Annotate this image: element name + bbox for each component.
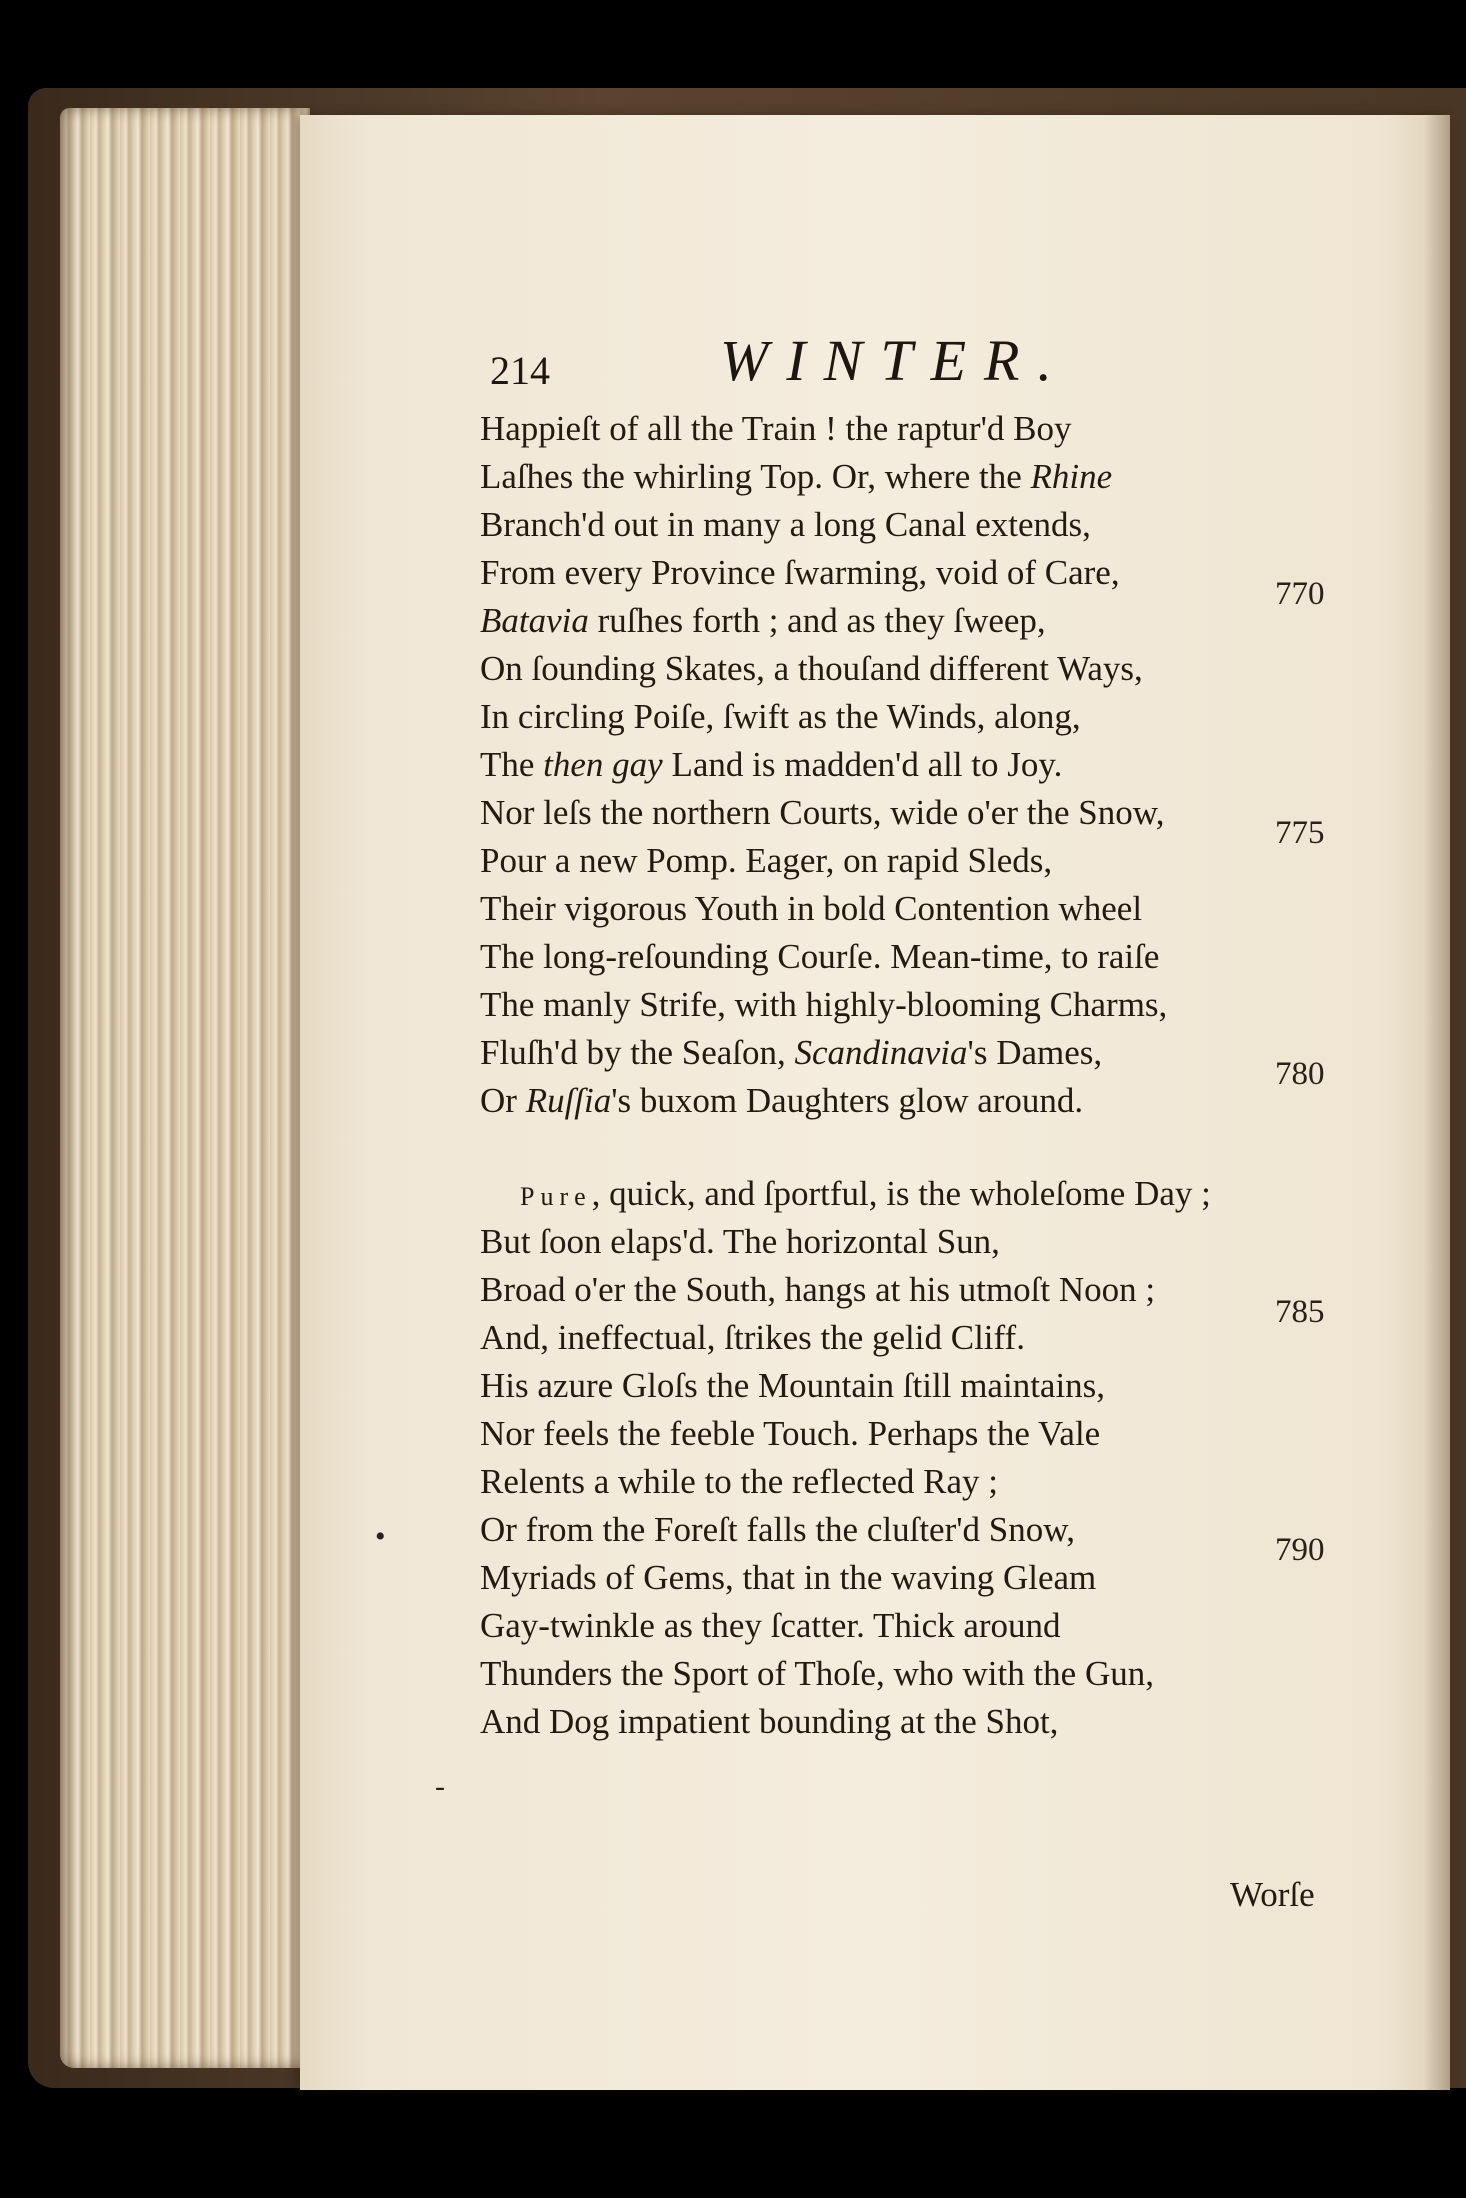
verse-line: The then gay Land is madden'd all to Joy. — [480, 745, 1063, 784]
verse-line: But ſoon elaps'd. The horizontal Sun, — [480, 1222, 1000, 1261]
verse-line: Or from the Foreſt falls the cluſter'd Snow, — [480, 1510, 1076, 1549]
italic-phrase: then gay — [543, 745, 663, 784]
page-edges — [60, 108, 310, 2068]
italic-name: Batavia — [480, 601, 589, 640]
verse-line: And, ineffectual, ſtrikes the gelid Cliff. — [480, 1318, 1025, 1357]
verse-line: On ſounding Skates, a thouſand different Ways, — [480, 649, 1143, 688]
verse-line: Relents a while to the reflected Ray ; — [480, 1462, 999, 1501]
verse-line: From every Province ſwarming, void of Care, — [480, 553, 1120, 592]
verse-line: Broad o'er the South, hangs at his utmoſt Noon ; — [480, 1270, 1156, 1309]
verse-line: Batavia ruſhes forth ; and as they ſweep, — [480, 601, 1046, 640]
page-gutter — [1424, 115, 1450, 2090]
verse-line: Or Ruſſia's buxom Daughters glow around. — [480, 1081, 1084, 1120]
italic-name: Rhine — [1030, 457, 1113, 496]
line-number: 775 — [1275, 815, 1325, 851]
catchword: Worſe — [1230, 1875, 1315, 1914]
line-number: 790 — [1275, 1532, 1325, 1568]
verse-line: Pure, quick, and ſportful, is the wholeſome Day ; — [520, 1174, 1211, 1213]
verse-line: In circling Poiſe, ſwift as the Winds, along, — [480, 697, 1081, 736]
page-header — [490, 327, 1190, 397]
verse-line: The long-reſounding Courſe. Mean-time, to raiſe — [480, 937, 1160, 976]
book-page — [300, 115, 1450, 2090]
verse-line: Nor leſs the northern Courts, wide o'er the Snow, — [480, 793, 1165, 832]
small-caps-word: Pure — [520, 1182, 592, 1211]
verse-line: Their vigorous Youth in bold Contention wheel — [480, 889, 1143, 928]
verse-line: Fluſh'd by the Seaſon, Scandinavia's Dames, — [480, 1033, 1103, 1072]
verse-line: Gay-twinkle as they ſcatter. Thick around — [480, 1606, 1061, 1645]
line-number: 785 — [1275, 1294, 1325, 1330]
verse-line: The manly Strife, with highly-blooming Charms, — [480, 985, 1168, 1024]
running-head: WINTER. — [720, 328, 1070, 393]
verse-line: Nor feels the feeble Touch. Perhaps the Vale — [480, 1414, 1101, 1453]
line-number: 770 — [1275, 576, 1325, 612]
verse-line: His azure Gloſs the Mountain ſtill maintains, — [480, 1366, 1106, 1405]
verse-line: And Dog impatient bounding at the Shot, — [480, 1702, 1059, 1741]
verse-line: Branch'd out in many a long Canal extends, — [480, 505, 1091, 544]
verse-line: Pour a new Pomp. Eager, on rapid Sleds, — [480, 841, 1053, 880]
line-number: 780 — [1275, 1056, 1325, 1092]
verse-line: Laſhes the whirling Top. Or, where the Rhine — [480, 457, 1113, 496]
italic-name: Scandinavia — [794, 1033, 968, 1072]
ink-mark: • — [375, 1520, 386, 1553]
verse-line: Thunders the Sport of Thoſe, who with the Gun, — [480, 1654, 1154, 1693]
verse-line: Myriads of Gems, that in the waving Gleam — [480, 1558, 1097, 1597]
ink-mark: - — [435, 1770, 445, 1803]
italic-name: Ruſſia — [525, 1081, 612, 1120]
verse-line: Happieſt of all the Train ! the raptur'd Boy — [480, 409, 1072, 448]
page-number: 214 — [490, 348, 550, 393]
